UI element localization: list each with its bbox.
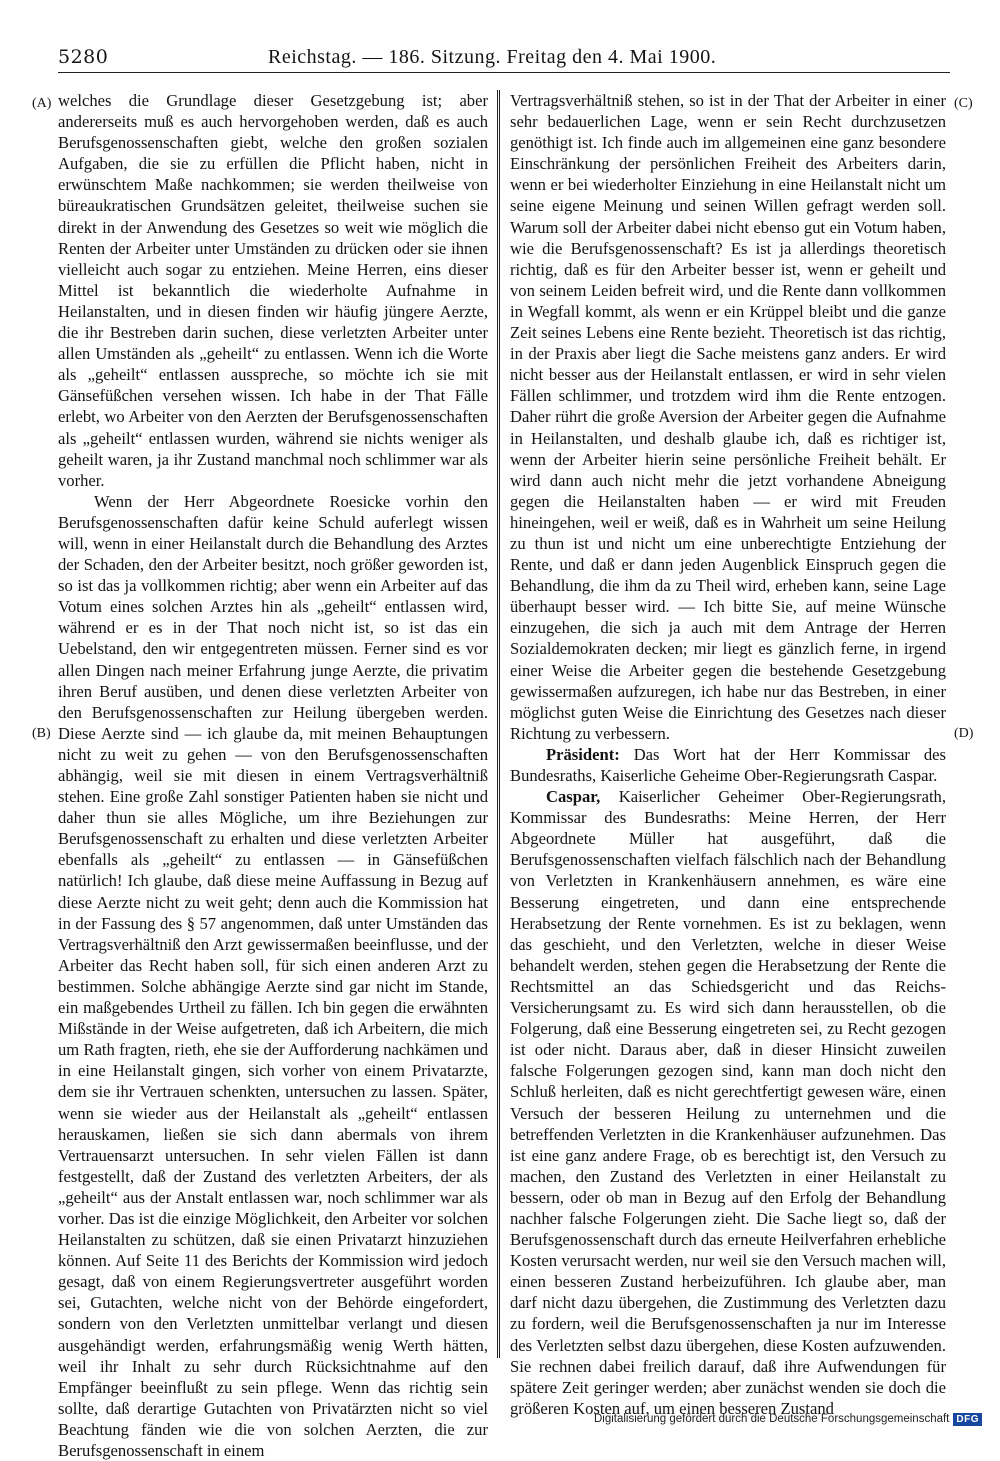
margin-marker-c: (C) (954, 96, 973, 111)
speech-text: Das Wort hat der Herr Kommissar des Bundesraths, Kaiserliche Geheime Ober-Regierungsrath Caspar. (510, 744, 947, 785)
header-rule (58, 72, 950, 73)
page-title: Reichstag. — 186. Sitzung. Freitag den 4. Mai 1900. (268, 46, 717, 68)
left-column (58, 90, 488, 1460)
credit-text: Digitalisierung gefördert durch die Deutsche Forschungsgemeinschaft (593, 1413, 950, 1425)
margin-marker-a: (A) (32, 96, 52, 111)
paragraph: welches die Grundlage dieser Gesetzgebung ist; aber andererseits muß es auch hervorgehoben werden, daß es auch Berufsgenossenschaften giebt, welche den großen sozialen Aufgaben, die sie zu erfüllen die Pflicht haben, nicht in erwünschtem Maße nachkommen; sie werden theilweise von büreaukratischen Grundsätzen geleitet, theilweise suchen sie direkt in der Anwendung des Gesetzes so weit wie möglich die Renten der Arbeiter unter Umständen zu drücken oder sie ihnen vielleicht auch sogar zu entziehen. Meine Herren, eins dieser Mittel ist bekanntlich die wiederholte Aufnahme in Heilanstalten, und in diesen finden wir häufig jüngere Aerzte, die ihr Bestreben darin suchen, diese verletzten Arbeiter unter allen Umständen als „geheilt“ zu entlassen. Wenn ich die Worte als „geheilt“ entlassen ausspreche, so möchte ich sie mit Gänsefüßchen versehen wissen. Ich habe in der That Fälle erlebt, wo Arbeiter von den Aerzten der Berufsgenossenschaften als „geheilt“ entlassen wurden, während sie nichts weniger als geheilt waren, ja ihr Zustand manchmal noch schlimmer war als vorher. (58, 91, 488, 490)
speaker-name: Präsident: (546, 744, 620, 764)
footer-credit (594, 1410, 982, 1428)
margin-marker-b: (B) (32, 726, 51, 741)
page-number: 5280 (58, 46, 109, 68)
column-divider (497, 90, 500, 1358)
dfg-logo-icon: DFG (953, 1413, 982, 1426)
paragraph (510, 786, 946, 1419)
page-header (58, 40, 938, 72)
right-column (510, 90, 947, 1418)
margin-marker-d: (D) (954, 726, 974, 741)
speaker-name: Caspar, (546, 787, 601, 807)
speech-text: Kaiserlicher Geheimer Ober-Regierungsrath, Kommissar des Bundesraths: Meine Herren, der Herr Abgeordnete Müller hat ausgeführt, daß die Berufsgenossenschaften vielfach fälschlich nach der Behandlung von Verletzten in Krankenhäusern annehmen, es wäre eine Besserung eingetreten, und dann eine entsprechende Herabsetzung der Rente vornehmen. Es ist zu beklagen, wenn das geschieht, und den Verletzten, welche in dieser Weise behandelt werden, stehen gegen die Herabsetzung der Rente die Rechtsmittel an das Schiedsgericht und das Reichs-Versicherungsamt zu. Es wird sich dann herausstellen, ob die Folgerung, daß eine Besserung eingetreten sei, zu Recht gezogen ist oder nicht. Daraus aber, daß in dieser Hinsicht zuweilen falsche Folgerungen gezogen sind, kann man doch nicht den Schluß herleiten, daß es nicht gerechtfertigt gewesen wäre, einen Versuch der besseren Heilung zu unternehmen und die betreffenden Verletzten in die Krankenhäuser aufzunehmen. Das ist eine ganz andere Frage, ob es berechtigt ist, den Versuch zu machen, den Zustand des Verletzten in einer Heilanstalt zu bessern, oder ob man in Bezug auf den Erfolg der Behandlung nachher falsche Folgerungen zieht. Die Sache liegt so, daß der Berufsgenossenschaft durch das erneute Heilverfahren erhebliche Kosten verursacht werden, nur weil sie den Versuch machen will, einen besseren Zustand herbeizuführen. Ich glaube aber, man darf nicht dazu übergehen, die Zustimmung des Verletzten dazu zu fordern, weil die Berufsgenossenschaften ja nur im Interesse des Verletzten selbst dazu übergehen, diese Kosten aufzuwenden. Sie rechnen dabei freilich darauf, daß ihre Aufwendungen für spätere Zeit geringer werden; aber zunächst wenden sie doch die größeren Kosten auf, um einen besseren Zustand (510, 787, 946, 1418)
paragraph (510, 744, 946, 786)
paragraph: Wenn der Herr Abgeordnete Roesicke vorhin den Berufsgenossenschaften dafür keine Schuld auferlegt wissen will, wenn in einer Heilanstalt durch die Behandlung des Arztes der Schaden, den der Arbeiter besitzt, noch größer geworden ist, so ist das ja vollkommen richtig; aber wenn ein Arbeiter auf das Votum eines solchen Arztes hin als „geheilt“ entlassen wird, während er es in der That noch nicht ist, so ist das ein Uebelstand, den wir entgegentreten müssen. Ferner sind es vor allen Dingen nach meiner Erfahrung junge Aerzte, die privatim ihren Beruf ausüben, und denen diese verletzten Arbeiter von den Berufsgenossenschaften zur Heilung übergeben werden. Diese Aerzte sind — ich glaube da, mit meinen Behauptungen nicht zu weit zu gehen — von den Berufsgenossenschaften abhängig, weil sie mit diesen in einem Vertragsverhältniß stehen. Eine große Zahl sonstiger Patienten haben sie nicht und daher thun sie alles Mögliche, um ihre Beziehungen zur Berufsgenossenschaft zu erhalten und diese verletzten Arbeiter ebenfalls als „geheilt“ zu entlassen — in Gänsefüßchen natürlich! Ich glaube, daß diese meine Auffassung in Bezug auf diese Aerzte nicht zu weit geht; denn auch die Kommission hat in der Fassung des § 57 angenommen, daß unter Umständen das Vertragsverhältniß den Arzt gewissermaßen beeinflusse, und der Arbeiter das Recht haben soll, für sich einen anderen Arzt zu bestimmen. Solche abhängige Aerzte sind gar nicht im Stande, ein maßgebendes Urtheil zu fällen. Ich bin gegen die erwähnten Mißstände in der Weise aufgetreten, daß ich Arbeitern, die mich um Rath fragten, rieth, ehe sie der Aufforderung nachkämen und in eine Heilanstalt gingen, sich vorher von einem Privatarzte, dem sie ihr Vertrauen schenkten, untersuchen zu lassen. Später, wenn sie wieder aus der Heilanstalt als „geheilt“ entlassen herauskamen, ließen sie sich dann abermals von ihrem Vertrauensarzt untersuchen. In sehr vielen Fällen ist dann festgestellt, daß der Zustand des verletzten Arbeiters, der als „geheilt“ aus der Anstalt entlassen war, noch schlimmer war als vorher. Das ist die einzige Möglichkeit, den Arbeiter vor solchen Heilanstalten zu schützen, daß sie einen Privatarzt hinzuziehen können. Auf Seite 11 des Berichts der Kommission wird jedoch gesagt, daß von einem Regierungsvertreter ausgeführt worden sei, Gutachten, welche nicht von der Behörde eingefordert, sondern von den Verletzten unmittelbar verlangt und diesen ausgehändigt werden, erfahrungsmäßig wenig Werth hätten, weil ihr Inhalt zu sehr durch Rücksichtnahme auf den Empfänger beeinflußt zu sein pflege. Wenn das richtig sein sollte, daß derartige Gutachten von Privatärzten nicht so viel Beachtung fänden wie die von solchen Aerzten, die zur Berufsgenossenschaft in einem (58, 491, 488, 1460)
paragraph: Vertragsverhältniß stehen, so ist in der That der Arbeiter in einer sehr bedauerlichen Lage, wenn er sein Recht durchzusetzen genöthigt ist. Ich finde auch im allgemeinen eine ganz besondere Einschränkung der persönlichen Freiheit des Arbeiters darin, wenn er bei wiederholter Einziehung in eine Heilanstalt nicht um seine eigene Meinung und seinen Willen gefragt werden soll. Warum soll der Arbeiter dabei nicht ebenso gut ein Votum haben, wie die Berufsgenossenschaft? Es ist ja allerdings theoretisch richtig, daß es für den Arbeiter besser ist, wenn er geheilt und von seinem Leiden befreit wird, und die Rente dann vollkommen in Wegfall kommt, als wenn er ein Krüppel bleibt und die ganze Zeit seines Lebens eine Rente bezieht. Theoretisch ist das richtig, in der Praxis aber liegt die Sache meistens ganz anders. Er wird nicht besser aus der Heilanstalt entlassen, er wird in sehr vielen Fällen schlimmer, und trotzdem wird ihm die Rente entzogen. Daher rührt die große Aversion der Arbeiter gegen die Aufnahme in Heilanstalten, und deshalb glaube ich, daß es richtiger ist, wenn der Arbeiter hierin seine persönliche Freiheit behält. Er wird dann auch nicht mehr die jetzt vorhandene Abneigung gegen die Heilanstalten haben — er wird mit Freuden hineingehen, weil er weiß, daß es in Wahrheit um seine Heilung zu thun ist und nicht um eine unberechtigte Entziehung der Rente, und daß er dann jeden Augenblick Einspruch gegen die Behandlung, die ihm da zu Theil wird, erheben kann, seine Lage überhaupt besser wird. — Ich bitte Sie, auf meine Wünsche einzugehen, die sich ja auch mit dem Antrage der Herren Sozialdemokraten decken; mir liegt es gänzlich ferne, in irgend einer Weise die Arbeiter gegen die bestehende Gesetzgebung gewissermaßen aufzuregen, ich habe nur das Bestreben, in einer möglichst guten Weise die Einrichtung des Gesetzes nach dieser Richtung zu verbessern. (510, 91, 946, 743)
